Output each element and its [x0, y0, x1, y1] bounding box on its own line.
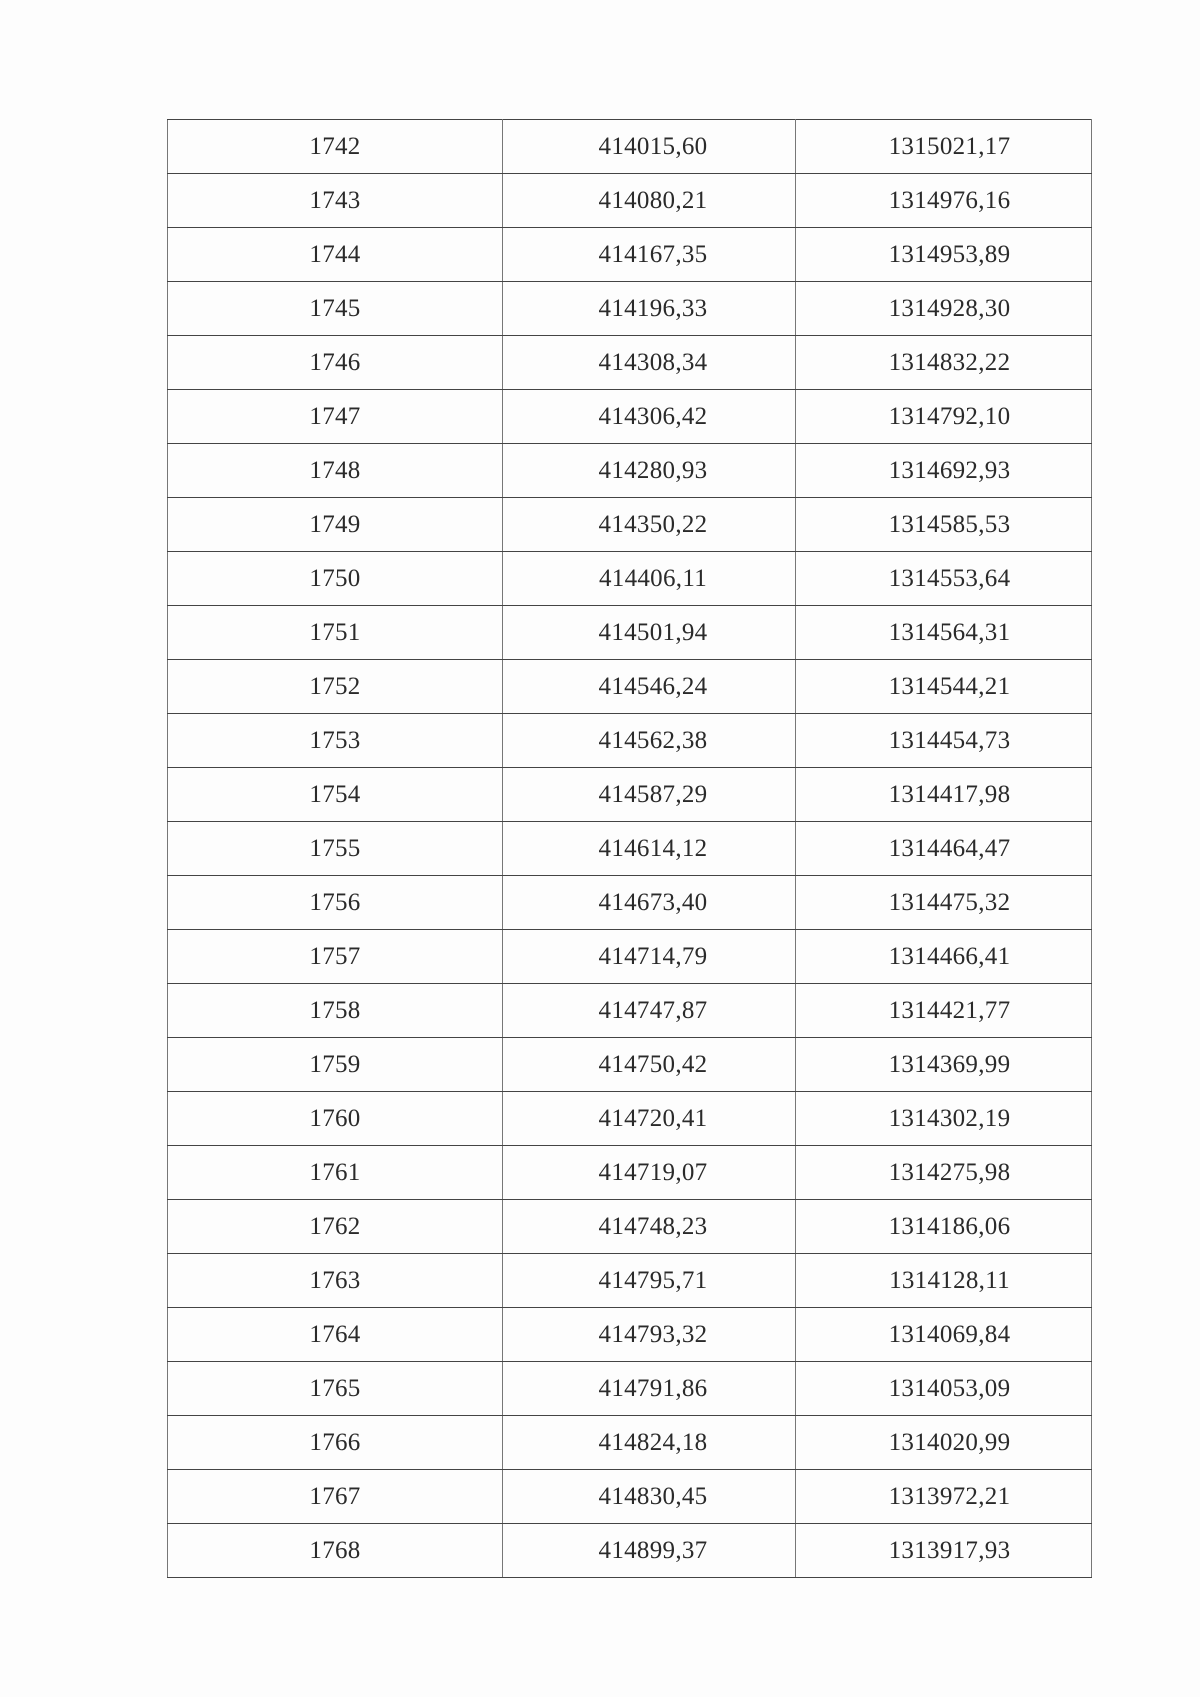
point-number-cell [168, 1038, 503, 1092]
point-number-cell [168, 1254, 503, 1308]
cell-text: 414562,38 [598, 726, 708, 754]
x-coordinate-cell [503, 174, 796, 228]
point-number-cell [168, 1416, 503, 1470]
table-row [168, 1470, 1092, 1524]
point-number-cell [168, 1092, 503, 1146]
y-coordinate-cell [796, 1146, 1092, 1200]
cell-text: 414196,33 [598, 294, 708, 322]
cell-text: 1764 [309, 1320, 361, 1348]
cell-text: 414350,22 [598, 510, 708, 538]
point-number-cell [168, 930, 503, 984]
table-row [168, 1308, 1092, 1362]
cell-text: 414673,40 [598, 888, 708, 916]
x-coordinate-cell [503, 282, 796, 336]
x-coordinate-cell [503, 984, 796, 1038]
x-coordinate-cell [503, 1470, 796, 1524]
x-coordinate-cell [503, 1092, 796, 1146]
cell-text: 1314692,93 [888, 456, 1011, 484]
y-coordinate-cell [796, 876, 1092, 930]
table-row [168, 1416, 1092, 1470]
cell-text: 1765 [309, 1374, 361, 1402]
y-coordinate-cell [796, 930, 1092, 984]
cell-text: 1314020,99 [888, 1428, 1011, 1456]
point-number-cell [168, 552, 503, 606]
y-coordinate-cell [796, 174, 1092, 228]
cell-text: 1755 [309, 834, 361, 862]
x-coordinate-cell [503, 1254, 796, 1308]
table-row [168, 768, 1092, 822]
table-row [168, 174, 1092, 228]
cell-text: 1314953,89 [888, 240, 1011, 268]
cell-text: 414406,11 [598, 564, 708, 592]
x-coordinate-cell [503, 876, 796, 930]
cell-text: 414791,86 [598, 1374, 708, 1402]
table-row [168, 444, 1092, 498]
y-coordinate-cell [796, 606, 1092, 660]
x-coordinate-cell [503, 1308, 796, 1362]
y-coordinate-cell [796, 552, 1092, 606]
y-coordinate-cell [796, 1470, 1092, 1524]
cell-text: 1745 [309, 294, 361, 322]
cell-text: 1760 [309, 1104, 361, 1132]
x-coordinate-cell [503, 498, 796, 552]
x-coordinate-cell [503, 1038, 796, 1092]
point-number-cell [168, 1308, 503, 1362]
cell-text: 414824,18 [598, 1428, 708, 1456]
point-number-cell [168, 498, 503, 552]
cell-text: 1314832,22 [888, 348, 1011, 376]
cell-text: 1768 [309, 1536, 361, 1564]
cell-text: 1753 [309, 726, 361, 754]
cell-text: 1314928,30 [888, 294, 1011, 322]
cell-text: 1766 [309, 1428, 361, 1456]
cell-text: 1314069,84 [888, 1320, 1011, 1348]
y-coordinate-cell [796, 120, 1092, 174]
x-coordinate-cell [503, 930, 796, 984]
cell-text: 1742 [309, 132, 361, 160]
y-coordinate-cell [796, 1524, 1092, 1578]
table-row [168, 660, 1092, 714]
cell-text: 414720,41 [598, 1104, 708, 1132]
cell-text: 1748 [309, 456, 361, 484]
cell-text: 1756 [309, 888, 361, 916]
y-coordinate-cell [796, 1254, 1092, 1308]
cell-text: 1743 [309, 186, 361, 214]
y-coordinate-cell [796, 336, 1092, 390]
x-coordinate-cell [503, 660, 796, 714]
point-number-cell [168, 660, 503, 714]
point-number-cell [168, 606, 503, 660]
point-number-cell [168, 120, 503, 174]
x-coordinate-cell [503, 714, 796, 768]
table-row [168, 120, 1092, 174]
x-coordinate-cell [503, 1362, 796, 1416]
cell-text: 1749 [309, 510, 361, 538]
cell-text: 414714,79 [598, 942, 708, 970]
cell-text: 1314544,21 [888, 672, 1011, 700]
point-number-cell [168, 768, 503, 822]
point-number-cell [168, 336, 503, 390]
y-coordinate-cell [796, 1416, 1092, 1470]
coordinates-table-body [168, 120, 1092, 1578]
x-coordinate-cell [503, 1416, 796, 1470]
x-coordinate-cell [503, 606, 796, 660]
y-coordinate-cell [796, 1092, 1092, 1146]
cell-text: 414167,35 [598, 240, 708, 268]
cell-text: 414080,21 [598, 186, 708, 214]
cell-text: 1752 [309, 672, 361, 700]
cell-text: 1314053,09 [888, 1374, 1011, 1402]
cell-text: 1314976,16 [888, 186, 1011, 214]
cell-text: 1313917,93 [888, 1536, 1011, 1564]
point-number-cell [168, 1362, 503, 1416]
cell-text: 1313972,21 [888, 1482, 1011, 1510]
cell-text: 1314553,64 [888, 564, 1011, 592]
point-number-cell [168, 1200, 503, 1254]
y-coordinate-cell [796, 444, 1092, 498]
cell-text: 414830,45 [598, 1482, 708, 1510]
cell-text: 414546,24 [598, 672, 708, 700]
table-row [168, 930, 1092, 984]
table-row [168, 606, 1092, 660]
cell-text: 414899,37 [598, 1536, 708, 1564]
x-coordinate-cell [503, 228, 796, 282]
point-number-cell [168, 174, 503, 228]
table-row [168, 1092, 1092, 1146]
cell-text: 1314564,31 [888, 618, 1011, 646]
y-coordinate-cell [796, 228, 1092, 282]
table-row [168, 1254, 1092, 1308]
cell-text: 1758 [309, 996, 361, 1024]
y-coordinate-cell [796, 498, 1092, 552]
cell-text: 414587,29 [598, 780, 708, 808]
x-coordinate-cell [503, 336, 796, 390]
point-number-cell [168, 282, 503, 336]
table-row [168, 228, 1092, 282]
y-coordinate-cell [796, 282, 1092, 336]
cell-text: 414719,07 [598, 1158, 708, 1186]
x-coordinate-cell [503, 120, 796, 174]
point-number-cell [168, 714, 503, 768]
x-coordinate-cell [503, 552, 796, 606]
cell-text: 414750,42 [598, 1050, 708, 1078]
table-row [168, 552, 1092, 606]
point-number-cell [168, 228, 503, 282]
point-number-cell [168, 390, 503, 444]
x-coordinate-cell [503, 768, 796, 822]
cell-text: 1750 [309, 564, 361, 592]
table-row [168, 984, 1092, 1038]
cell-text: 1314475,32 [888, 888, 1011, 916]
cell-text: 1314186,06 [888, 1212, 1011, 1240]
cell-text: 1767 [309, 1482, 361, 1510]
point-number-cell [168, 1524, 503, 1578]
cell-text: 1763 [309, 1266, 361, 1294]
cell-text: 1761 [309, 1158, 361, 1186]
point-number-cell [168, 1146, 503, 1200]
point-number-cell [168, 822, 503, 876]
cell-text: 414793,32 [598, 1320, 708, 1348]
table-row [168, 390, 1092, 444]
cell-text: 1314417,98 [888, 780, 1011, 808]
cell-text: 414015,60 [598, 132, 708, 160]
x-coordinate-cell [503, 822, 796, 876]
cell-text: 1314466,41 [888, 942, 1011, 970]
cell-text: 1746 [309, 348, 361, 376]
cell-text: 1762 [309, 1212, 361, 1240]
y-coordinate-cell [796, 822, 1092, 876]
table-row [168, 336, 1092, 390]
point-number-cell [168, 876, 503, 930]
x-coordinate-cell [503, 444, 796, 498]
x-coordinate-cell [503, 1146, 796, 1200]
cell-text: 1747 [309, 402, 361, 430]
cell-text: 414501,94 [598, 618, 708, 646]
cell-text: 414614,12 [598, 834, 708, 862]
y-coordinate-cell [796, 714, 1092, 768]
cell-text: 414306,42 [598, 402, 708, 430]
cell-text: 1314792,10 [888, 402, 1011, 430]
table-row [168, 498, 1092, 552]
cell-text: 414747,87 [598, 996, 708, 1024]
cell-text: 1744 [309, 240, 361, 268]
cell-text: 1751 [309, 618, 361, 646]
y-coordinate-cell [796, 1038, 1092, 1092]
table-row [168, 1362, 1092, 1416]
table-row [168, 1146, 1092, 1200]
cell-text: 1314369,99 [888, 1050, 1011, 1078]
cell-text: 1314464,47 [888, 834, 1011, 862]
cell-text: 1314454,73 [888, 726, 1011, 754]
y-coordinate-cell [796, 1308, 1092, 1362]
x-coordinate-cell [503, 1524, 796, 1578]
cell-text: 414795,71 [598, 1266, 708, 1294]
point-number-cell [168, 1470, 503, 1524]
y-coordinate-cell [796, 660, 1092, 714]
table-row [168, 1524, 1092, 1578]
cell-text: 414748,23 [598, 1212, 708, 1240]
table-row [168, 1038, 1092, 1092]
cell-text: 1754 [309, 780, 361, 808]
point-number-cell [168, 984, 503, 1038]
y-coordinate-cell [796, 1362, 1092, 1416]
x-coordinate-cell [503, 390, 796, 444]
table-row [168, 876, 1092, 930]
cell-text: 1759 [309, 1050, 361, 1078]
y-coordinate-cell [796, 768, 1092, 822]
cell-text: 1315021,17 [888, 132, 1011, 160]
table-row [168, 822, 1092, 876]
cell-text: 1314585,53 [888, 510, 1011, 538]
table-row [168, 1200, 1092, 1254]
cell-text: 414280,93 [598, 456, 708, 484]
cell-text: 1314275,98 [888, 1158, 1011, 1186]
cell-text: 1757 [309, 942, 361, 970]
cell-text: 1314421,77 [888, 996, 1011, 1024]
cell-text: 1314302,19 [888, 1104, 1011, 1132]
table-row [168, 282, 1092, 336]
table-row [168, 714, 1092, 768]
y-coordinate-cell [796, 984, 1092, 1038]
y-coordinate-cell [796, 390, 1092, 444]
x-coordinate-cell [503, 1200, 796, 1254]
cell-text: 414308,34 [598, 348, 708, 376]
y-coordinate-cell [796, 1200, 1092, 1254]
cell-text: 1314128,11 [889, 1266, 1010, 1294]
point-number-cell [168, 444, 503, 498]
coordinates-table [167, 119, 1092, 1578]
